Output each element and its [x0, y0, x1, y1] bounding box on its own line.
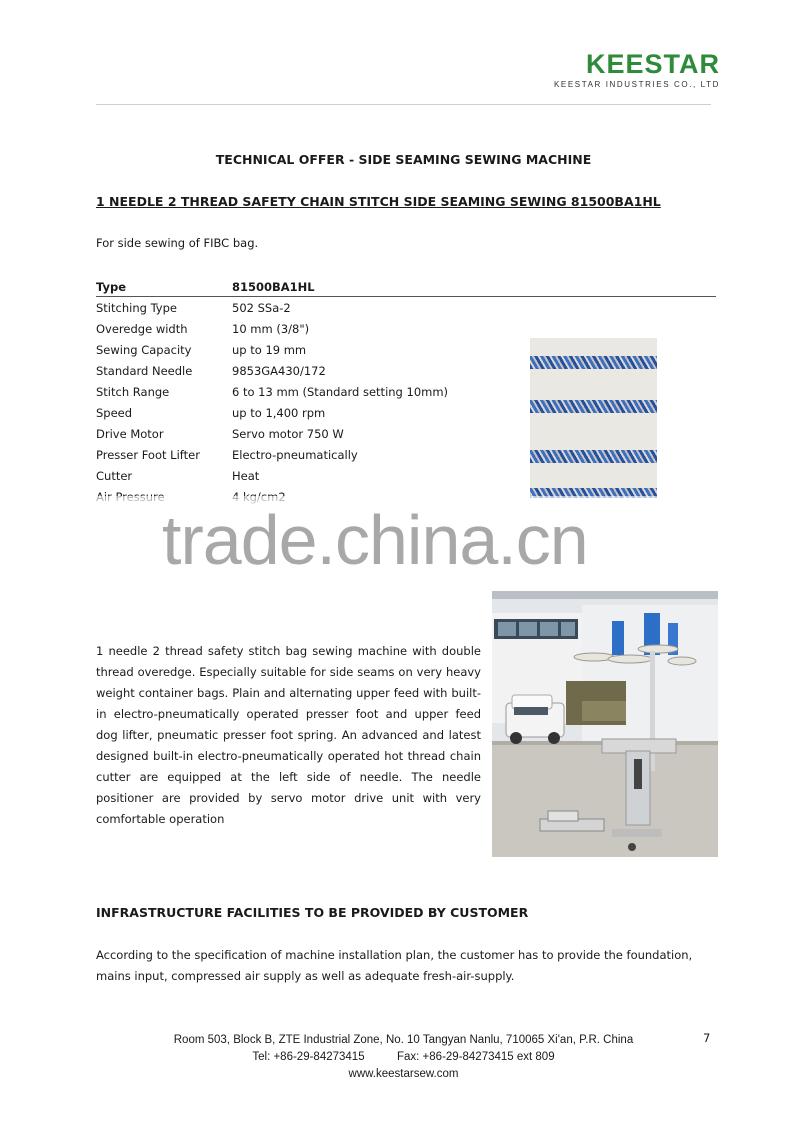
spec-header-row [96, 277, 716, 297]
spec-label: Stitching Type [96, 300, 177, 315]
spec-value: Electro-pneumatically [232, 447, 358, 462]
spec-header-label: Type [96, 279, 127, 294]
spec-label: Drive Motor [96, 426, 164, 441]
footer-address: Room 503, Block B, ZTE Industrial Zone, No. 10 Tangyan Nanlu, 710065 Xi'an, P.R. China [173, 1034, 634, 1046]
spec-value: Heat [232, 468, 260, 483]
spec-value: up to 19 mm [232, 342, 307, 357]
stitch-band [530, 400, 657, 413]
footer-fax: Fax: +86-29-84273415 ext 809 [397, 1051, 555, 1063]
footer-website: www.keestarsew.com [348, 1068, 459, 1080]
machine-description: 1 needle 2 thread safety stitch bag sewing machine with double thread overedge. Especially suitable for side seams on very heavy weight container bags. Plain and alternating upper feed with built-in electro-pneumatically operated presser foot and upper feed dog lifter, pneumatic presser foot spring. An advanced and latest designed built-in electro-pneumatically operated hot thread chain cutter are equipped at the left side of needle. The needle positioner are provided by servo motor drive unit with very comfortable operation [96, 644, 481, 826]
logo-brand: KEESTAR [585, 49, 720, 79]
page-footer [96, 1032, 711, 1083]
stitch-band [530, 356, 657, 369]
spec-label: Presser Foot Lifter [96, 447, 200, 462]
product-title: 1 NEEDLE 2 THREAD SAFETY CHAIN STITCH SIDE SEAMING SEWING 81500BA1HL [96, 194, 661, 209]
spec-header-value: 81500BA1HL [232, 279, 315, 294]
spec-value: 10 mm (3/8") [232, 321, 310, 336]
document-title: TECHNICAL OFFER - SIDE SEAMING SEWING MACHINE [215, 152, 592, 167]
spec-label: Stitch Range [96, 384, 170, 399]
spec-label: Sewing Capacity [96, 342, 192, 357]
watermark: trade.china.cn [162, 501, 588, 579]
spec-value: 9853GA430/172 [232, 363, 326, 378]
stitch-band [530, 450, 657, 463]
intro-text: For side sewing of FIBC bag. [96, 236, 259, 250]
logo-subtitle: KEESTAR INDUSTRIES CO., LTD [553, 80, 720, 89]
spec-value: 6 to 13 mm (Standard setting 10mm) [232, 384, 449, 399]
spec-row [96, 297, 716, 318]
spec-value: 502 SSa-2 [232, 300, 291, 315]
spec-label: Standard Needle [96, 363, 193, 378]
spec-value: Servo motor 750 W [232, 426, 344, 441]
company-logo [520, 50, 720, 89]
spec-row [96, 318, 716, 339]
footer-tel: Tel: +86-29-84273415 [252, 1051, 365, 1063]
machine-photo-illustration [492, 591, 718, 857]
spec-label: Cutter [96, 468, 133, 483]
machine-photo [492, 591, 718, 857]
page-number: 7 [703, 1031, 711, 1045]
spec-label: Overedge width [96, 321, 188, 336]
stitch-sample-image [530, 338, 657, 498]
infrastructure-text: According to the specification of machine installation plan, the customer has to provide the foundation, mains input, compressed air supply as well as adequate fresh-air-supply. [96, 948, 693, 983]
header-divider [96, 104, 711, 105]
spec-label: Speed [96, 405, 133, 420]
spec-value: up to 1,400 rpm [232, 405, 326, 420]
infrastructure-title: INFRASTRUCTURE FACILITIES TO BE PROVIDED BY CUSTOMER [96, 905, 529, 920]
footer-contact [96, 1049, 711, 1066]
